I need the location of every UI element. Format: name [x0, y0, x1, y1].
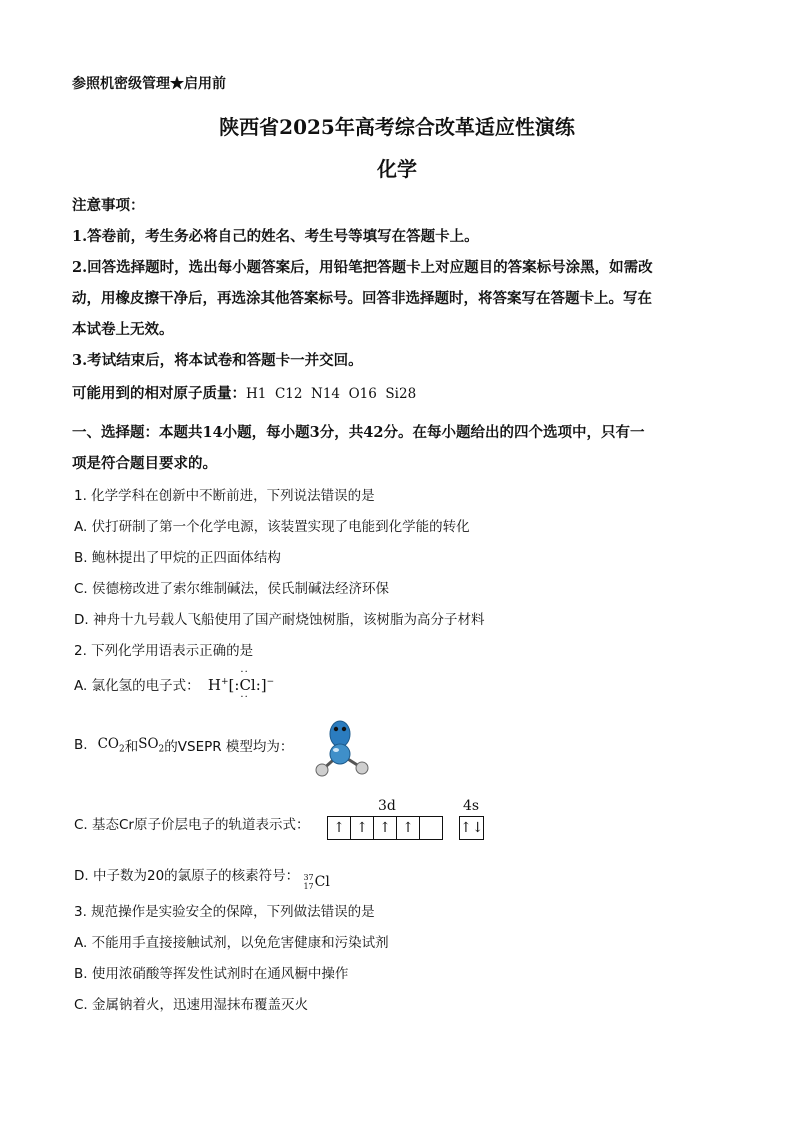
orbital-3d-box-3: ↑ [374, 817, 397, 840]
orbital-4s-boxes [459, 816, 484, 840]
notice-item-1: 1.答卷前，考生务必将自己的姓名、考生号等填写在答题卡上。 [72, 228, 479, 245]
q2-option-a-text: A. 氯化氢的电子式： [74, 678, 200, 694]
notice-heading: 注意事项： [72, 197, 145, 214]
subject-title: 化学 [377, 157, 417, 181]
q2-option-d-text: D. 中子数为20的氯原子的核素符号： [74, 868, 300, 884]
orbital-3d-box-2: ↑ [351, 817, 374, 840]
q2-option-b-and: 和 [124, 739, 139, 755]
q2-option-b-suffix: 的VSEPR 模型均为： [164, 739, 294, 755]
atomic-mass-label: 可能用到的相对原子质量： [72, 385, 246, 402]
q3-option-a: A. 不能用手直接接触试剂，以免危害健康和污染试剂 [74, 935, 389, 951]
orbital-3d-boxes [327, 816, 443, 840]
q3-option-b: B. 使用浓硝酸等挥发性试剂时在通风橱中操作 [74, 966, 349, 982]
q3-stem: 3. 规范操作是实验安全的保障，下列做法错误的是 [74, 904, 375, 920]
hcl-electron-formula: H+[ ·· :Cl: ·· ]− [207, 667, 275, 703]
orbital-4s-box: ↑↓ [460, 817, 484, 840]
notice-item-2-line-3: 本试卷上无效。 [72, 321, 174, 338]
section-1-line-2: 项是符合题目要求的。 [72, 455, 217, 472]
q1-option-b: B. 鲍林提出了甲烷的正四面体结构 [74, 550, 281, 566]
q2-stem: 2. 下列化学用语表示正确的是 [74, 643, 254, 659]
orbital-3d-box-1: ↑ [328, 817, 351, 840]
so2-formula: SO [138, 735, 159, 752]
notice-item-2-line-1: 2.回答选择题时，选出每小题答案后，用铅笔把答题卡上对应题目的答案标号涂黑，如需改 [72, 259, 653, 276]
notice-item-2-line-2: 动，用橡皮擦干净后，再选涂其他答案标号。回答非选择题时，将答案写在答题卡上。写在 [72, 290, 652, 307]
q1-stem: 1. 化学学科在创新中不断前进，下列说法错误的是 [74, 488, 375, 504]
confidential-note: 参照机密级管理★启用前 [72, 76, 226, 92]
notice-item-3: 3.考试结束后，将本试卷和答题卡一并交回。 [72, 352, 363, 369]
q2-option-a [74, 667, 275, 703]
orbital-3d-box-4: ↑ [397, 817, 420, 840]
q2-option-b-prefix: B. [74, 737, 88, 753]
orbital-3d-box-5 [420, 817, 443, 840]
q3-option-c: C. 金属钠着火，迅速用湿抹布覆盖灭火 [74, 997, 309, 1013]
atomic-mass-line [72, 382, 416, 403]
orbital-4s-label: 4s [463, 798, 480, 814]
nuclide-mass-number: 37 [303, 873, 314, 882]
q1-option-a: A. 伏打研制了第一个化学电源，该装置实现了电能到化学能的转化 [74, 519, 470, 535]
q2-option-c: C. 基态Cr原子价层电子的轨道表示式： [74, 817, 310, 833]
hcl-h-symbol: H [207, 676, 221, 694]
q1-option-c: C. 侯德榜改进了索尔维制碱法，侯氏制碱法经济环保 [74, 581, 390, 597]
exam-title: 陕西省2025年高考综合改革适应性演练 [219, 115, 575, 139]
section-1-line-1: 一、选择题：本题共14小题，每小题3分，共42分。在每小题给出的四个选项中，只有一 [72, 424, 645, 441]
co2-formula: CO [97, 735, 119, 752]
hcl-cl-symbol: Cl [239, 676, 256, 694]
nuclide-symbol [303, 873, 329, 891]
orbital-3d-label: 3d [378, 798, 396, 814]
q2-option-d [74, 864, 330, 891]
atomic-mass-values: H1 C12 N14 O16 Si28 [246, 386, 417, 402]
q1-option-d: D. 神舟十九号载人飞船使用了国产耐烧蚀树脂，该树脂为高分子材料 [74, 612, 485, 628]
nuclide-atomic-number: 17 [303, 882, 314, 891]
q2-option-b: B. $CO_2$ 和 $SO_2$ 的VSEPR 模型均为： [74, 735, 294, 755]
nuclide-element: Cl [314, 874, 330, 890]
vsepr-model-icon [305, 712, 375, 782]
